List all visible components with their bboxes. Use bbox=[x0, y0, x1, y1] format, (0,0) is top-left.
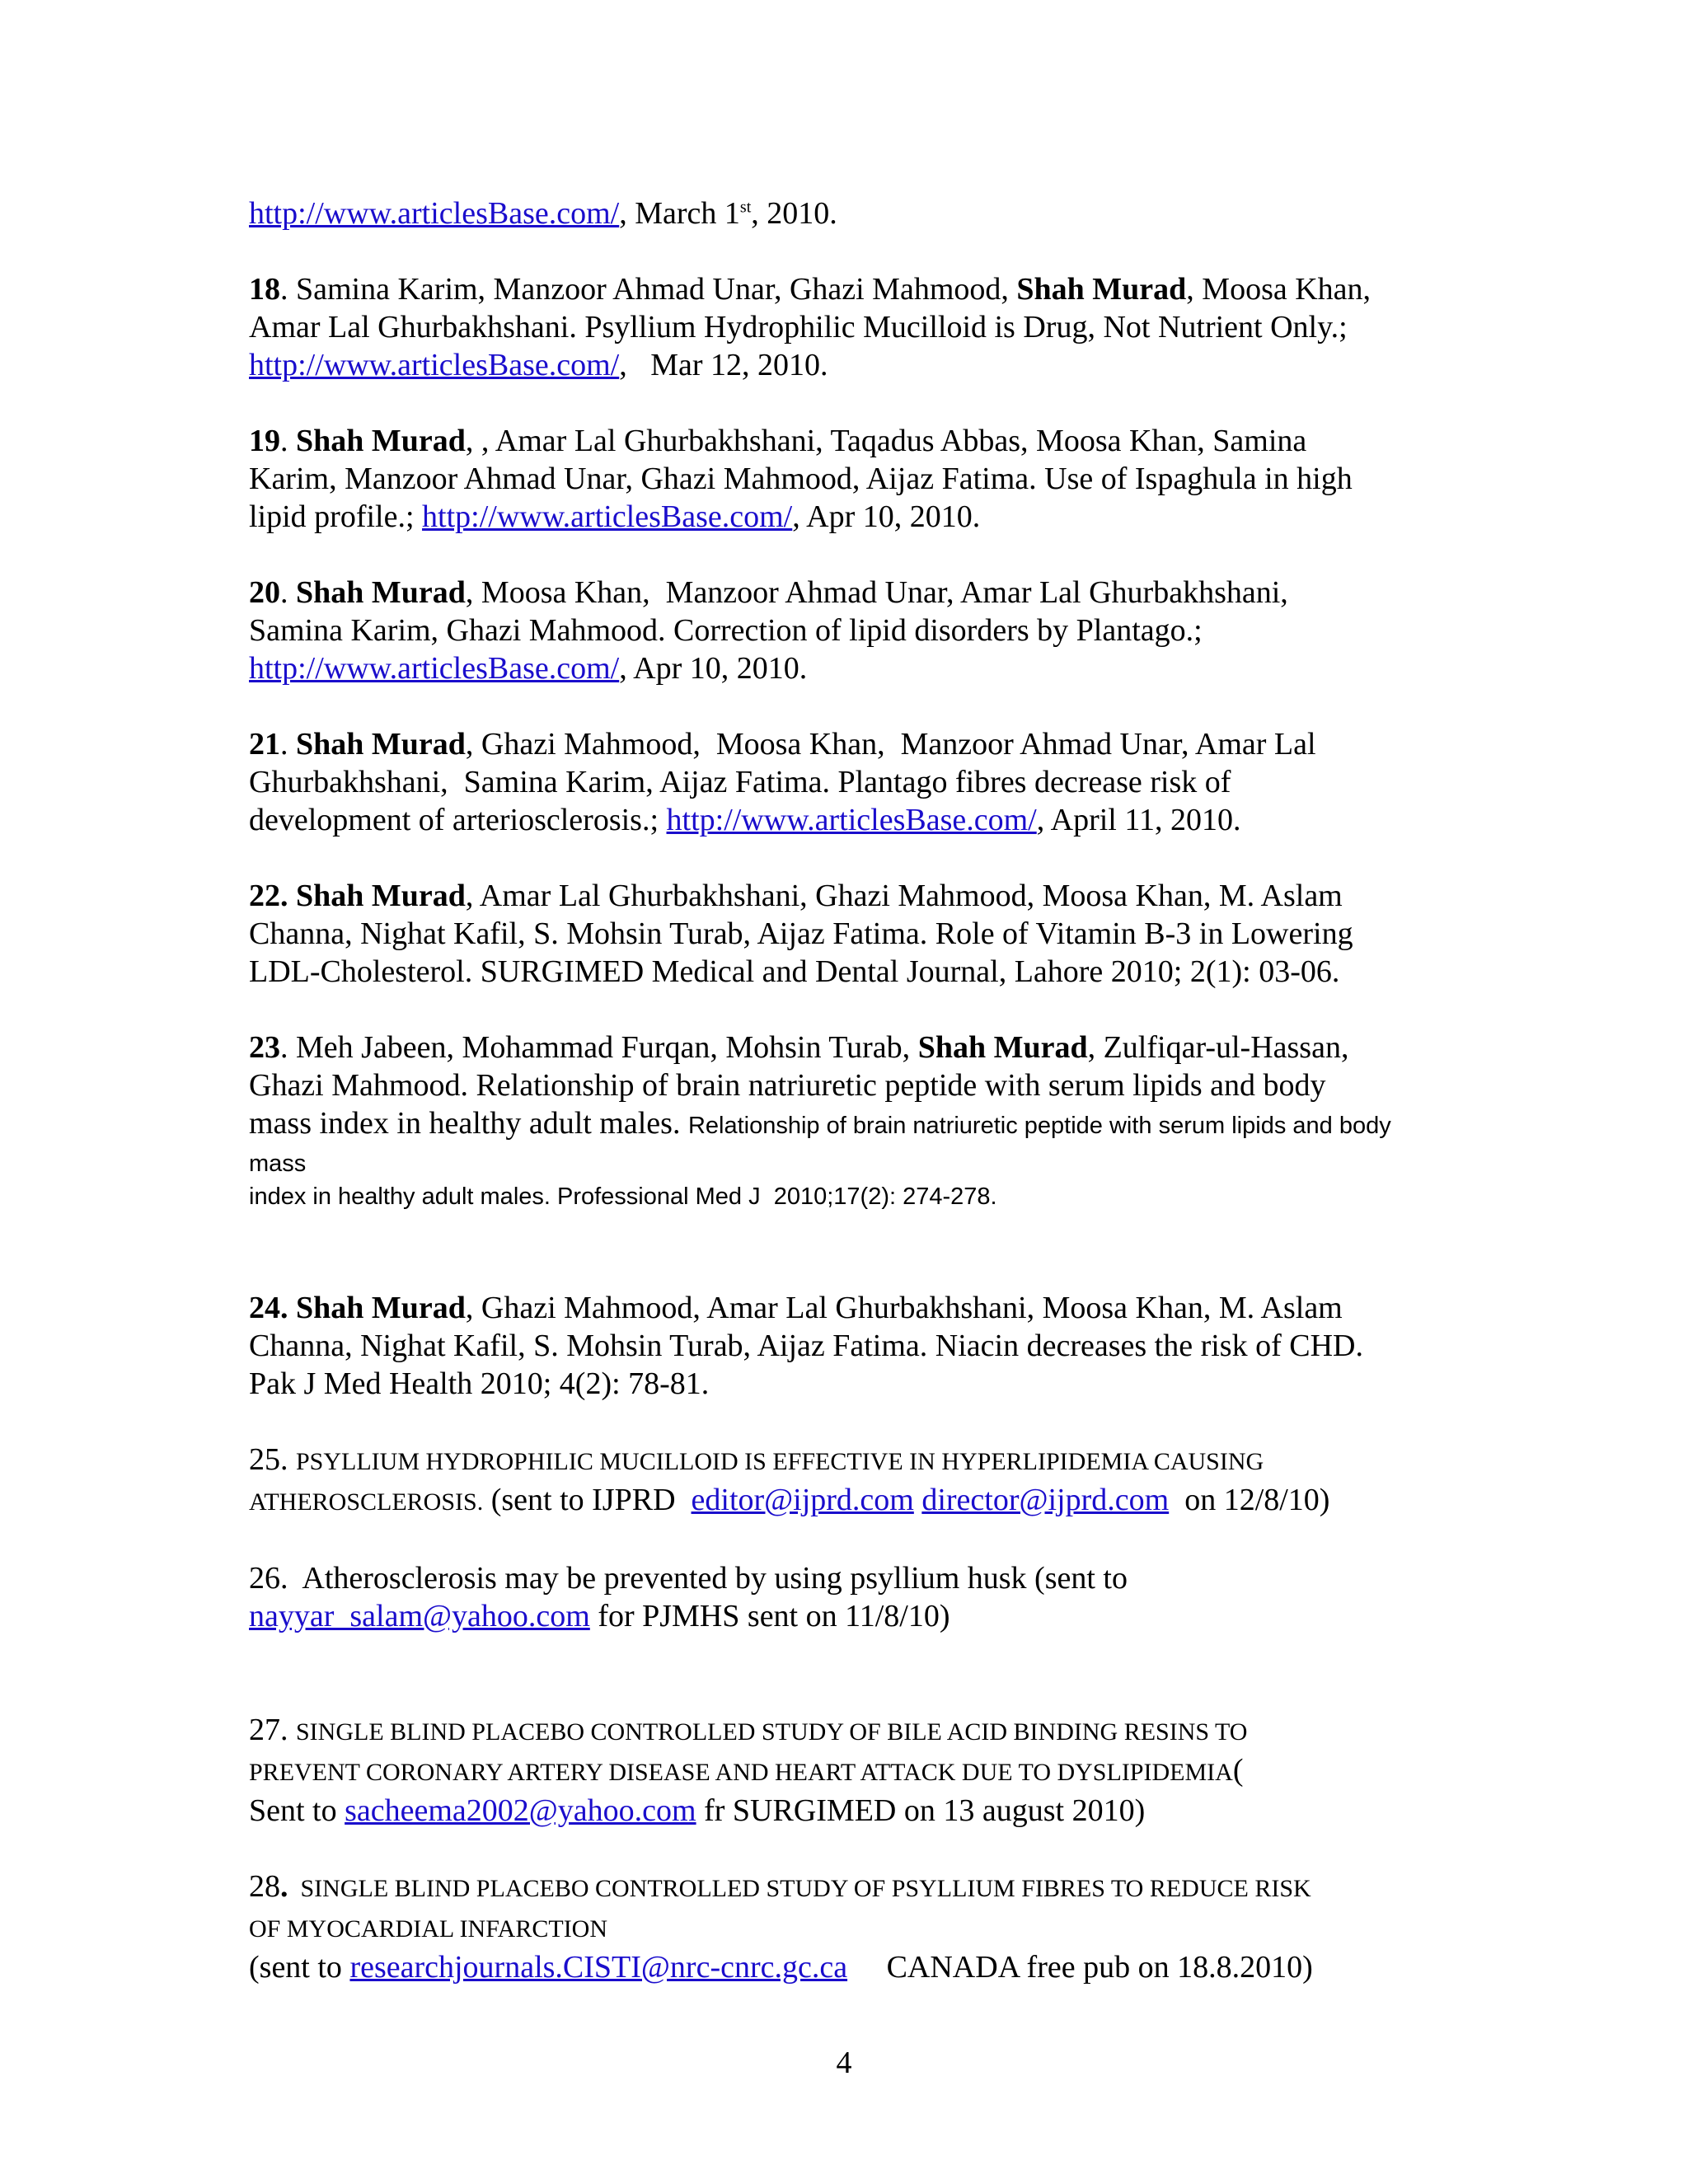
entry-18 bbox=[249, 270, 1452, 384]
entry-23-line1-post: , Zulfiqar-ul-Hassan, bbox=[1087, 1030, 1349, 1065]
entry-17-date-pre: , March 1 bbox=[619, 196, 740, 231]
entry-22-line2: Channa, Nighat Kafil, S. Mohsin Turab, Aijaz Fatima. Role of Vitamin B-3 in Lowering bbox=[249, 916, 1353, 951]
entry-20-link[interactable]: http://www.articlesBase.com/ bbox=[249, 651, 620, 686]
entry-19-link[interactable]: http://www.articlesBase.com/ bbox=[422, 499, 793, 534]
entry-20-date: , Apr 10, 2010. bbox=[619, 651, 808, 686]
entry-27-title-line2: PREVENT CORONARY ARTERY DISEASE AND HEART ATTACK DUE TO DYSLIPIDEMIA bbox=[249, 1759, 1233, 1786]
entry-18-line2: Amar Lal Ghurbakhshani. Psyllium Hydrophilic Mucilloid is Drug, Not Nutrient Only.; bbox=[249, 310, 1348, 344]
entry-18-bold-name: Shah Murad bbox=[1016, 272, 1187, 307]
entry-27-email[interactable]: sacheema2002@yahoo.com bbox=[345, 1793, 696, 1828]
entry-17-date-sup: st bbox=[739, 198, 752, 217]
entry-22-bold-prefix: 22. Shah Murad bbox=[249, 879, 466, 913]
entry-27-line3-pre: Sent to bbox=[249, 1793, 345, 1828]
entry-24 bbox=[249, 1289, 1452, 1403]
entry-27-number: 27. bbox=[249, 1713, 296, 1747]
entry-21-date: , April 11, 2010. bbox=[1036, 803, 1241, 837]
entry-22-line1-post: , Amar Lal Ghurbakhshani, Ghazi Mahmood, Moosa Khan, M. Aslam bbox=[465, 879, 1343, 913]
entry-27-line3-post: fr SURGIMED on 13 august 2010) bbox=[696, 1793, 1146, 1828]
entry-17-link[interactable]: http://www.articlesBase.com/ bbox=[249, 196, 620, 231]
entry-22 bbox=[249, 877, 1452, 991]
entry-25-title-line1: PSYLLIUM HYDROPHILIC MUCILLOID IS EFFECTIVE IN HYPERLIPIDEMIA CAUSING bbox=[296, 1448, 1264, 1475]
entry-24-bold-prefix: 24. Shah Murad bbox=[249, 1291, 466, 1325]
entry-24-line1-post: , Ghazi Mahmood, Amar Lal Ghurbakhshani, Moosa Khan, M. Aslam bbox=[465, 1291, 1343, 1325]
entry-26-line1: 26. Atherosclerosis may be prevented by using psyllium husk (sent to bbox=[249, 1561, 1128, 1596]
entry-19-number: 19 bbox=[249, 424, 280, 458]
entry-20-line2: Samina Karim, Ghazi Mahmood. Correction of lipid disorders by Plantago.; bbox=[249, 613, 1203, 648]
entry-28-line3-post: CANADA free pub on 18.8.2010) bbox=[847, 1950, 1313, 1985]
entry-28-line3-pre: (sent to bbox=[249, 1950, 350, 1985]
entry-26 bbox=[249, 1559, 1452, 1635]
entry-28-title-line2: OF MYOCARDIAL INFARCTION bbox=[249, 1915, 608, 1943]
entry-25 bbox=[249, 1441, 1452, 1521]
entry-23 bbox=[249, 1029, 1452, 1180]
entry-23-authors: . Meh Jabeen, Mohammad Furqan, Mohsin Turab, bbox=[280, 1030, 918, 1065]
entry-27-title-line1: SINGLE BLIND PLACEBO CONTROLLED STUDY OF BILE ACID BINDING RESINS TO bbox=[296, 1718, 1248, 1746]
entry-28-number: 28 bbox=[249, 1869, 280, 1904]
entry-19 bbox=[249, 422, 1452, 536]
entry-24-line2: Channa, Nighat Kafil, S. Mohsin Turab, Aijaz Fatima. Niacin decreases the risk of CHD. bbox=[249, 1329, 1363, 1363]
entry-25-sent-post: on 12/8/10) bbox=[1169, 1483, 1330, 1517]
entry-21-line2: Ghurbakhshani, Samina Karim, Aijaz Fatima. Plantago fibres decrease risk of bbox=[249, 765, 1231, 799]
entry-23-line3-pre: mass index in healthy adult males. bbox=[249, 1106, 688, 1141]
entry-23-line3-small: Relationship of brain natriuretic peptide with serum lipids and body mass bbox=[249, 1113, 1398, 1177]
entry-21-link[interactable]: http://www.articlesBase.com/ bbox=[666, 803, 1037, 837]
entry-20-number: 20 bbox=[249, 575, 280, 610]
entry-18-number: 18 bbox=[249, 272, 280, 307]
entry-27 bbox=[249, 1711, 1452, 1830]
entry-28-title-line1: SINGLE BLIND PLACEBO CONTROLLED STUDY OF PSYLLIUM FIBRES TO REDUCE RISK bbox=[288, 1875, 1311, 1902]
entry-19-line3-pre: lipid profile.; bbox=[249, 499, 423, 534]
entry-26-email[interactable]: nayyar_salam@yahoo.com bbox=[249, 1599, 590, 1633]
entry-28 bbox=[249, 1868, 1452, 1986]
entry-25-email-editor[interactable]: editor@ijprd.com bbox=[691, 1483, 914, 1517]
entry-26-line2-post: for PJMHS sent on 11/8/10) bbox=[589, 1599, 950, 1633]
entry-21-bold-name: Shah Murad bbox=[296, 727, 466, 762]
entry-25-number: 25. bbox=[249, 1442, 296, 1477]
entry-19-date: , Apr 10, 2010. bbox=[792, 499, 981, 534]
entry-21-number: 21 bbox=[249, 727, 280, 762]
reference-list bbox=[249, 194, 1452, 1986]
entry-19-bold-name: Shah Murad bbox=[296, 424, 466, 458]
entry-20 bbox=[249, 574, 1452, 687]
entry-23-number: 23 bbox=[249, 1030, 280, 1065]
entry-18-date: , Mar 12, 2010. bbox=[619, 348, 828, 382]
entry-17-tail bbox=[249, 194, 1452, 232]
entry-19-sep: . bbox=[280, 424, 296, 458]
page-number: 4 bbox=[836, 2046, 852, 2080]
entry-17-date-post: , 2010. bbox=[751, 196, 837, 231]
entry-20-line1-post: , Moosa Khan, Manzoor Ahmad Unar, Amar Lal Ghurbakhshani, bbox=[465, 575, 1288, 610]
entry-18-authors: . Samina Karim, Manzoor Ahmad Unar, Ghazi Mahmood, bbox=[280, 272, 1017, 307]
entry-25-sent-pre: (sent to IJPRD bbox=[483, 1483, 692, 1517]
entry-25-email-director[interactable]: director@ijprd.com bbox=[921, 1483, 1170, 1517]
entry-19-line1-post: , , Amar Lal Ghurbakhshani, Taqadus Abbas, Moosa Khan, Samina bbox=[465, 424, 1307, 458]
entry-23-bold-name: Shah Murad bbox=[917, 1030, 1088, 1065]
entry-21-line3-pre: development of arteriosclerosis.; bbox=[249, 803, 667, 837]
entry-28-dot: . bbox=[280, 1869, 288, 1904]
entry-28-email[interactable]: researchjournals.CISTI@nrc-cnrc.gc.ca bbox=[349, 1950, 848, 1985]
entry-23-line2: Ghazi Mahmood. Relationship of brain natriuretic peptide with serum lipids and body bbox=[249, 1068, 1326, 1103]
entry-21-line1-post: , Ghazi Mahmood, Moosa Khan, Manzoor Ahmad Unar, Amar Lal bbox=[465, 727, 1316, 762]
entry-25-title-line2: ATHEROSCLEROSIS. bbox=[249, 1488, 484, 1516]
entry-21-sep: . bbox=[280, 727, 296, 762]
entry-20-sep: . bbox=[280, 575, 296, 610]
entry-24-line3: Pak J Med Health 2010; 4(2): 78-81. bbox=[249, 1366, 710, 1401]
entry-18-line1-post: , Moosa Khan, bbox=[1186, 272, 1372, 307]
entry-18-link[interactable]: http://www.articlesBase.com/ bbox=[249, 348, 620, 382]
entry-23-line4: index in healthy adult males. Professional Med J 2010;17(2): 274-278. bbox=[249, 1183, 997, 1210]
entry-20-bold-name: Shah Murad bbox=[296, 575, 466, 610]
entry-19-line2: Karim, Manzoor Ahmad Unar, Ghazi Mahmood, Aijaz Fatima. Use of Ispaghula in high bbox=[249, 462, 1353, 496]
entry-27-paren: ( bbox=[1232, 1753, 1244, 1788]
entry-22-line3: LDL-Cholesterol. SURGIMED Medical and Dental Journal, Lahore 2010; 2(1): 03-06. bbox=[249, 954, 1340, 989]
entry-21 bbox=[249, 725, 1452, 839]
